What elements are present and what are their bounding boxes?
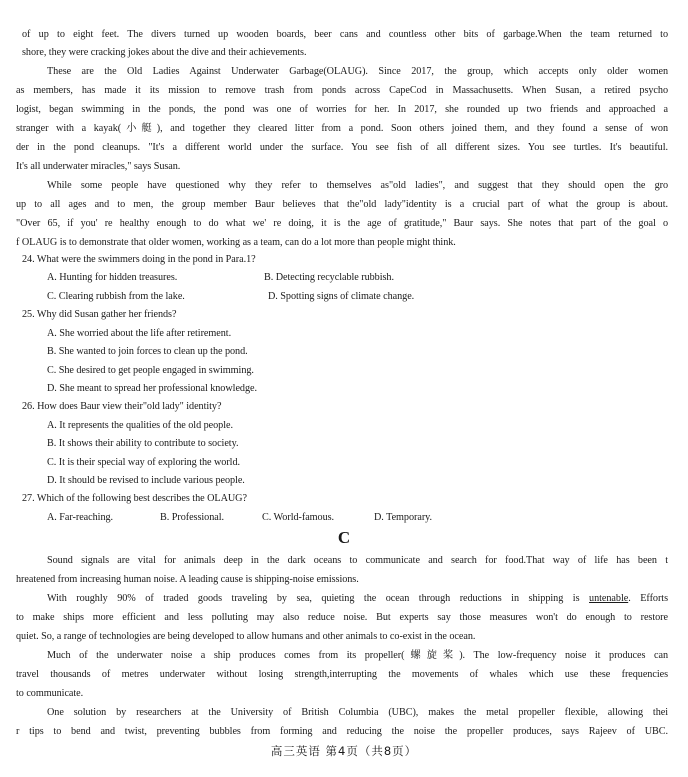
answer-option: C. Clearing rubbish from the lake.	[47, 291, 185, 302]
answer-option: B. Professional.	[160, 512, 225, 523]
paragraph-line: One solution by researchers at the University of British Columbia (UBC), makes the metal propeller flexible, allowing thei	[47, 707, 668, 718]
answer-option: B. It shows their ability to contribute to society.	[47, 438, 239, 449]
paragraph-line: to communicate.	[16, 688, 84, 699]
question-stem: 24. What were the swimmers doing in the pond in Para.1?	[22, 254, 256, 265]
answer-option: D. Temporary.	[374, 512, 433, 523]
paragraph-line: hreatened from increasing human noise. A leading cause is shipping-noise emissions.	[16, 574, 359, 585]
paragraph-line: It's all underwater miracles," says Susan.	[16, 161, 181, 172]
paragraph-line: r tips to bend and twist, preventing bubbles from forming and reducing the noise the propeller produces, says Rajeev of UBC.	[16, 726, 668, 737]
answer-option: A. Hunting for hidden treasures.	[47, 272, 178, 283]
answer-option: D. It should be revised to include various people.	[47, 475, 245, 486]
answer-option: A. Far-reaching.	[47, 512, 114, 523]
paragraph-line: Sound signals are vital for animals deep in the dark oceans to communicate and search for food.That way of life has been t	[47, 555, 668, 566]
paragraph-line: up to all ages and to men, the group member Baur believes that the"old lady"identity is a crucial part of what the group is about.	[16, 199, 668, 210]
answer-option: B. She wanted to join forces to clean up the pond.	[47, 346, 248, 357]
section-heading: C	[337, 528, 351, 547]
paragraph-line: logist, began swimming in the ponds, the pond was one of worries for her. In 2017, she rounded up two friends and approached a	[16, 104, 668, 115]
paragraph-line: quiet. So, a range of technologies are being developed to allow humans and other animals to co-exist in the ocean.	[16, 631, 476, 642]
paragraph-line: shore, they were cracking jokes about the dive and their achievements.	[22, 47, 307, 58]
paragraph-line: These are the Old Ladies Against Underwater Garbage(OLAUG). Since 2017, the group, which accepts only older women	[47, 66, 668, 77]
paragraph-line: Much of the underwater noise a ship produces comes from its propeller(螺旋桨). The low-frequency noise it produces can	[47, 650, 668, 661]
paragraph-line: travel thousands of metres underwater without losing strength,interrupting the movements of whales which use these frequencies	[16, 669, 668, 680]
line-text: . Efforts	[628, 593, 669, 604]
paragraph-line	[47, 592, 668, 605]
paragraph-line: stranger with a kayak(小艇), and together they cleared litter from a pond. Soon others joined them, and they found a sense of won	[16, 123, 668, 134]
paragraph-line: der in the pond cleanups. "It's a different world under the surface. You see fish of all different sizes. You see turtles. It's beautiful.	[16, 142, 668, 153]
paragraph-line: While some people have questioned why they refer to themselves as"old ladies", and suggest that they should open the gro	[47, 180, 668, 191]
paragraph-line: f OLAUG is to demonstrate that older women, working as a team, can do a lot more than people might think.	[16, 237, 456, 248]
underlined-word: untenable	[589, 593, 629, 604]
question-stem: 27. Which of the following best describes the OLAUG?	[22, 493, 247, 504]
question-stem: 25. Why did Susan gather her friends?	[22, 309, 177, 320]
paragraph-line: to make ships more efficient and less polluting may also reduce noise. But experts say those measures won't do enough to restore	[16, 612, 668, 623]
paragraph-line: "Over 65, if you' re healthy enough to do what we' re doing, it is the age of gratitude," Baur says. She notes that part of the goal o	[16, 218, 668, 229]
page-footer: 高三英语 第4页（共8页）	[270, 744, 418, 758]
answer-option: C. World-famous.	[262, 512, 335, 523]
answer-option: B. Detecting recyclable rubbish.	[264, 272, 394, 283]
answer-option: A. She worried about the life after retirement.	[47, 328, 232, 339]
answer-option: D. Spotting signs of climate change.	[268, 291, 415, 302]
paragraph-line: as members, has made it its mission to remove trash from ponds across CapeCod in Massachusetts. When Susan, a retired psycho	[16, 85, 668, 96]
answer-option: A. It represents the qualities of the old people.	[47, 420, 233, 431]
paragraph-line: of up to eight feet. The divers turned up wooden boards, beer cans and countless other bits of garbage.When the team returned to	[22, 29, 668, 40]
question-stem: 26. How does Baur view their"old lady" identity?	[22, 401, 222, 412]
line-text: With roughly 90% of traded goods traveling by sea, quieting the ocean through reductions in shipping is	[47, 593, 590, 604]
answer-option: C. It is their special way of exploring the world.	[47, 457, 240, 468]
answer-option: D. She meant to spread her professional knowledge.	[47, 383, 257, 394]
answer-option: C. She desired to get people engaged in swimming.	[47, 365, 254, 376]
